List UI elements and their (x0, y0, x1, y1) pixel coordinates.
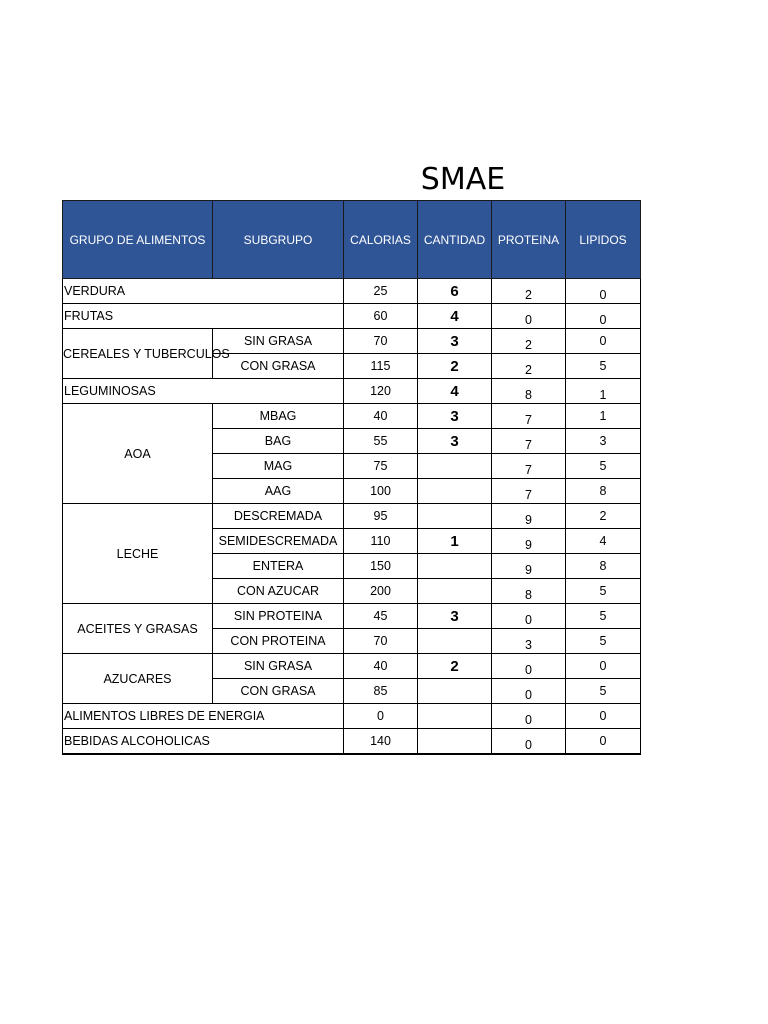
subgroup-cell: MBAG (213, 404, 344, 429)
calorias-cell: 110 (344, 529, 418, 554)
table-row (63, 304, 641, 329)
calorias-cell: 45 (344, 604, 418, 629)
cantidad-cell[interactable]: 4 (418, 379, 492, 404)
proteina-cell: 8 (492, 379, 566, 404)
cantidad-cell[interactable] (418, 479, 492, 504)
subgroup-cell: CON GRASA (213, 354, 344, 379)
cantidad-cell[interactable] (418, 579, 492, 604)
group-cell: AOA (63, 404, 213, 504)
header-proteina: PROTEINA (492, 201, 566, 279)
cantidad-cell[interactable]: 3 (418, 329, 492, 354)
cantidad-cell[interactable]: 1 (418, 529, 492, 554)
proteina-cell: 7 (492, 429, 566, 454)
table-header-row (63, 201, 641, 279)
page-title: SMAE (420, 162, 506, 197)
lipidos-cell: 2 (566, 504, 641, 529)
cantidad-cell[interactable] (418, 629, 492, 654)
calorias-cell: 40 (344, 654, 418, 679)
cantidad-cell[interactable] (418, 729, 492, 755)
lipidos-cell: 0 (566, 329, 641, 354)
lipidos-cell: 4 (566, 529, 641, 554)
table-row (63, 604, 641, 629)
lipidos-cell: 0 (566, 704, 641, 729)
table-row (63, 329, 641, 354)
table-row (63, 379, 641, 404)
group-cell: ALIMENTOS LIBRES DE ENERGIA (63, 704, 344, 729)
proteina-cell: 0 (492, 679, 566, 704)
group-cell: FRUTAS (63, 304, 344, 329)
cantidad-cell[interactable]: 3 (418, 429, 492, 454)
group-cell: LEGUMINOSAS (63, 379, 344, 404)
lipidos-cell: 0 (566, 654, 641, 679)
header-grupo: GRUPO DE ALIMENTOS (63, 201, 213, 279)
calorias-cell: 200 (344, 579, 418, 604)
calorias-cell: 75 (344, 454, 418, 479)
proteina-cell: 0 (492, 704, 566, 729)
proteina-cell: 2 (492, 279, 566, 304)
calorias-cell: 25 (344, 279, 418, 304)
calorias-cell: 140 (344, 729, 418, 755)
cantidad-cell[interactable]: 6 (418, 279, 492, 304)
cantidad-cell[interactable]: 2 (418, 354, 492, 379)
lipidos-cell: 5 (566, 679, 641, 704)
table-row (63, 729, 641, 755)
proteina-cell: 0 (492, 304, 566, 329)
proteina-cell: 0 (492, 654, 566, 679)
cantidad-cell[interactable]: 3 (418, 404, 492, 429)
group-cell: LECHE (63, 504, 213, 604)
subgroup-cell: SEMIDESCREMADA (213, 529, 344, 554)
table-row (63, 279, 641, 304)
table-row (63, 704, 641, 729)
subgroup-cell: CON AZUCAR (213, 579, 344, 604)
proteina-cell: 9 (492, 554, 566, 579)
subgroup-cell: CON PROTEINA (213, 629, 344, 654)
lipidos-cell: 8 (566, 554, 641, 579)
cantidad-cell[interactable]: 2 (418, 654, 492, 679)
lipidos-cell: 5 (566, 629, 641, 654)
lipidos-cell: 5 (566, 579, 641, 604)
proteina-cell: 2 (492, 354, 566, 379)
proteina-cell: 7 (492, 479, 566, 504)
calorias-cell: 95 (344, 504, 418, 529)
subgroup-cell: DESCREMADA (213, 504, 344, 529)
calorias-cell: 150 (344, 554, 418, 579)
subgroup-cell: SIN GRASA (213, 654, 344, 679)
cantidad-cell[interactable] (418, 504, 492, 529)
calorias-cell: 60 (344, 304, 418, 329)
group-cell: BEBIDAS ALCOHOLICAS (63, 729, 344, 755)
lipidos-cell: 1 (566, 404, 641, 429)
proteina-cell: 0 (492, 729, 566, 755)
proteina-cell: 2 (492, 329, 566, 354)
lipidos-cell: 5 (566, 354, 641, 379)
subgroup-cell: SIN GRASA (213, 329, 344, 354)
proteina-cell: 8 (492, 579, 566, 604)
subgroup-cell: SIN PROTEINA (213, 604, 344, 629)
lipidos-cell: 1 (566, 379, 641, 404)
group-cell: AZUCARES (63, 654, 213, 704)
cantidad-cell[interactable] (418, 679, 492, 704)
lipidos-cell: 0 (566, 304, 641, 329)
proteina-cell: 0 (492, 604, 566, 629)
cantidad-cell[interactable] (418, 704, 492, 729)
calorias-cell: 0 (344, 704, 418, 729)
proteina-cell: 7 (492, 454, 566, 479)
header-subgrupo: SUBGRUPO (213, 201, 344, 279)
group-cell: VERDURA (63, 279, 344, 304)
calorias-cell: 120 (344, 379, 418, 404)
cantidad-cell[interactable] (418, 454, 492, 479)
lipidos-cell: 0 (566, 279, 641, 304)
lipidos-cell: 5 (566, 454, 641, 479)
cantidad-cell[interactable]: 4 (418, 304, 492, 329)
calorias-cell: 55 (344, 429, 418, 454)
calorias-cell: 40 (344, 404, 418, 429)
table-row (63, 504, 641, 529)
subgroup-cell: AAG (213, 479, 344, 504)
subgroup-cell: MAG (213, 454, 344, 479)
cantidad-cell[interactable] (418, 554, 492, 579)
proteina-cell: 3 (492, 629, 566, 654)
cantidad-cell[interactable]: 3 (418, 604, 492, 629)
header-calorias: CALORIAS (344, 201, 418, 279)
header-lipidos: LIPIDOS (566, 201, 641, 279)
lipidos-cell: 5 (566, 604, 641, 629)
lipidos-cell: 8 (566, 479, 641, 504)
proteina-cell: 9 (492, 529, 566, 554)
subgroup-cell: BAG (213, 429, 344, 454)
table-row (63, 654, 641, 679)
lipidos-cell: 0 (566, 729, 641, 755)
calorias-cell: 100 (344, 479, 418, 504)
group-cell: ACEITES Y GRASAS (63, 604, 213, 654)
calorias-cell: 70 (344, 629, 418, 654)
proteina-cell: 7 (492, 404, 566, 429)
subgroup-cell: ENTERA (213, 554, 344, 579)
group-cell: CEREALES Y TUBERCULOS (63, 329, 213, 379)
header-cantidad: CANTIDAD (418, 201, 492, 279)
calorias-cell: 70 (344, 329, 418, 354)
proteina-cell: 9 (492, 504, 566, 529)
table-row (63, 404, 641, 429)
lipidos-cell: 3 (566, 429, 641, 454)
smae-table (62, 200, 641, 755)
calorias-cell: 85 (344, 679, 418, 704)
subgroup-cell: CON GRASA (213, 679, 344, 704)
calorias-cell: 115 (344, 354, 418, 379)
